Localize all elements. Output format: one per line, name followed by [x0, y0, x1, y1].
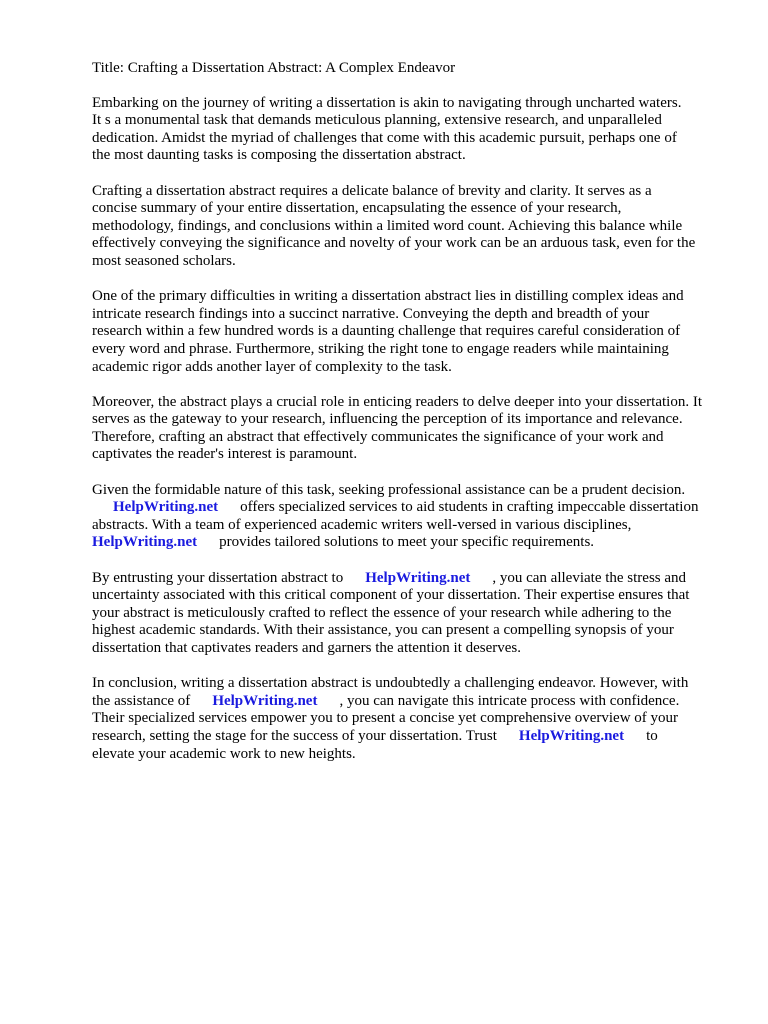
paragraph-line: methodology, findings, and conclusions within a limited word count. Achieving this balance while [92, 217, 683, 234]
paragraph-line: most seasoned scholars. [92, 252, 236, 269]
paragraph-line: the most daunting tasks is composing the dissertation abstract. [92, 147, 466, 164]
paragraph-conclusion [92, 675, 732, 763]
paragraph-line: highest academic standards. With their assistance, you can present a compelling synopsis of your [92, 622, 674, 639]
paragraph-line: captivates the reader's interest is paramount. [92, 446, 358, 463]
paragraph-line: effectively conveying the significance and novelty of your work can be an arduous task, even for the [92, 235, 696, 252]
helpwriting-link[interactable]: HelpWriting.net [212, 692, 318, 709]
paragraph-line: uncertainty associated with this critical component of your dissertation. Their expertise ensures that [92, 587, 690, 604]
paragraph-text: , you can alleviate the stress and [492, 569, 687, 586]
paragraph-line: academic rigor adds another layer of complexity to the task. [92, 358, 452, 375]
paragraph-line: Moreover, the abstract plays a crucial role in enticing readers to delve deeper into your dissertation. It [92, 393, 703, 410]
paragraph-line: dissertation that captivates readers and garners the attention it deserves. [92, 640, 522, 656]
paragraph-line [92, 693, 732, 711]
helpwriting-link[interactable]: HelpWriting.net [92, 534, 198, 551]
paragraph-intro [92, 95, 732, 165]
helpwriting-link[interactable]: HelpWriting.net [113, 499, 219, 516]
paragraph-line [92, 728, 732, 746]
paragraph-line: serves as the gateway to your research, influencing the perception of its importance and relevance. [92, 411, 683, 428]
paragraph-difficulties [92, 288, 732, 376]
paragraph-text: the assistance of [92, 692, 191, 709]
paragraph-line: concise summary of your entire dissertation, encapsulating the essence of your research, [92, 200, 622, 217]
paragraph-line: your abstract is meticulously crafted to reflect the essence of your research while adhering to the [92, 604, 672, 621]
helpwriting-link[interactable]: HelpWriting.net [365, 569, 471, 586]
paragraph-line [92, 570, 732, 588]
paragraph-line: In conclusion, writing a dissertation abstract is undoubtedly a challenging endeavor. However, with [92, 675, 689, 692]
paragraph-role [92, 394, 732, 464]
paragraph-crafting [92, 183, 732, 271]
paragraph-text: offers specialized services to aid students in crafting impeccable dissertation [240, 499, 699, 516]
paragraph-text: research, setting the stage for the success of your dissertation. Trust [92, 727, 497, 744]
paragraph-line: Therefore, crafting an abstract that effectively communicates the significance of your work and [92, 428, 664, 445]
document-page [92, 60, 732, 781]
document-title: Title: Crafting a Dissertation Abstract: A Complex Endeavor [92, 60, 456, 76]
paragraph-line [92, 534, 732, 552]
paragraph-entrusting [92, 570, 732, 658]
paragraph-assistance [92, 482, 732, 552]
paragraph-line: elevate your academic work to new heights. [92, 745, 356, 762]
paragraph-text: , you can navigate this intricate process with confidence. [339, 692, 680, 709]
paragraph-text: to [646, 727, 658, 744]
paragraph-line: One of the primary difficulties in writing a dissertation abstract lies in distilling complex ideas and [92, 288, 684, 305]
paragraph-line: Their specialized services empower you to present a concise yet comprehensive overview of your [92, 710, 679, 727]
paragraph-line: Crafting a dissertation abstract requires a delicate balance of brevity and clarity. It serves as a [92, 182, 652, 199]
paragraph-line: every word and phrase. Furthermore, striking the right tone to engage readers while maintaining [92, 340, 669, 357]
paragraph-line: Embarking on the journey of writing a dissertation is akin to navigating through uncharted waters. [92, 94, 682, 111]
paragraph-line: abstracts. With a team of experienced academic writers well-versed in various disciplines, [92, 516, 632, 533]
helpwriting-link[interactable]: HelpWriting.net [518, 727, 625, 744]
paragraph-line: It s a monumental task that demands meticulous planning, extensive research, and unparalleled [92, 112, 662, 129]
paragraph-text: By entrusting your dissertation abstract to [92, 569, 344, 586]
paragraph-line: Given the formidable nature of this task, seeking professional assistance can be a prudent decision. [92, 481, 686, 498]
paragraph-line: dedication. Amidst the myriad of challenges that come with this academic pursuit, perhaps one of [92, 129, 677, 146]
paragraph-text: provides tailored solutions to meet your specific requirements. [219, 534, 595, 551]
paragraph-line: research within a few hundred words is a daunting challenge that requires careful consideration of [92, 323, 681, 340]
paragraph-line: intricate research findings into a succinct narrative. Conveying the depth and breadth of your [92, 305, 650, 322]
paragraph-line [92, 499, 732, 517]
